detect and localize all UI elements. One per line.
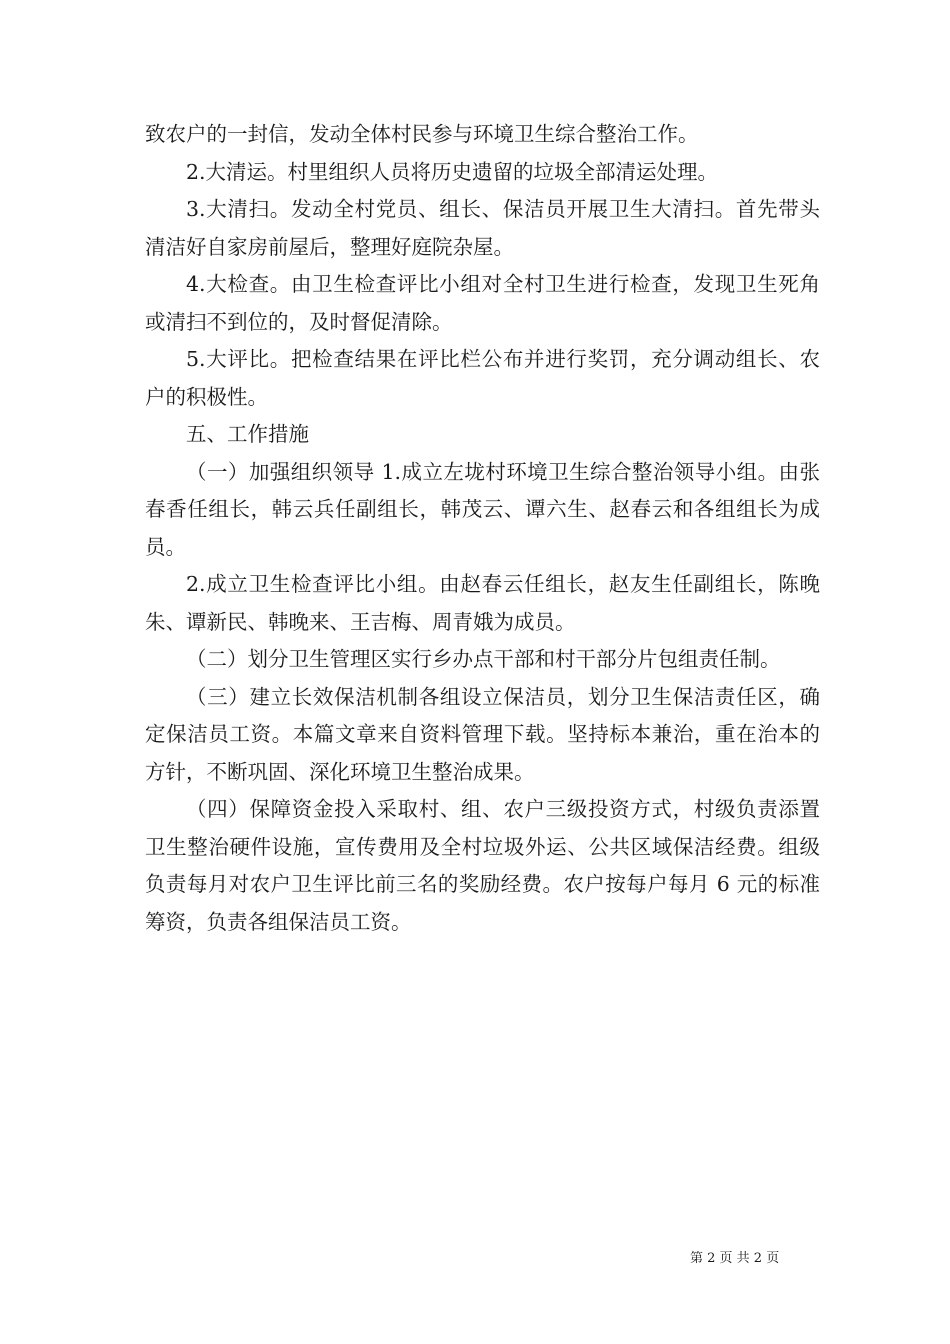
paragraph: 致农户的一封信，发动全体村民参与环境卫生综合整治工作。 [145,122,699,146]
paragraph: 4.大检查。由卫生检查评比小组对全村卫生进行检查，发现卫生死角或清扫不到位的，及时督促清除。 [145,272,820,334]
paragraph: （一）加强组织领导 1.成立左垅村环境卫生综合整治领导小组。由张春香任组长，韩云兵任副组长，韩茂云、谭六生、赵春云和各组组长为成员。 [145,459,820,559]
page-number-footer: 第 2 页 共 2 页 [690,1251,780,1266]
paragraph: （三）建立长效保洁机制各组设立保洁员，划分卫生保洁责任区，确定保洁员工资。本篇文章来自资料管理下载。坚持标本兼治，重在治本的方针，不断巩固、深化环境卫生整治成果。 [145,684,820,784]
paragraph: 3.大清扫。发动全村党员、组长、保洁员开展卫生大清扫。首先带头清洁好自家房前屋后，整理好庭院杂屋。 [145,197,820,259]
document-body [145,116,820,941]
paragraph: （四）保障资金投入采取村、组、农户三级投资方式，村级负责添置卫生整治硬件设施，宣传费用及全村垃圾外运、公共区域保洁经费。组级负责每月对农户卫生评比前三名的奖励经费。农户按每户每月 6 元的标准筹资，负责各组保洁员工资。 [145,797,820,934]
paragraph: 2.大清运。村里组织人员将历史遗留的垃圾全部清运处理。 [186,159,719,184]
paragraph: （二）划分卫生管理区实行乡办点干部和村干部分片包组责任制。 [186,647,781,671]
paragraph: 5.大评比。把检查结果在评比栏公布并进行奖罚，充分调动组长、农户的积极性。 [145,347,820,409]
paragraph: 2.成立卫生检查评比小组。由赵春云任组长，赵友生任副组长，陈晚朱、谭新民、韩晚来、王吉梅、周青娥为成员。 [145,572,820,634]
section-heading: 五、工作措施 [186,422,309,446]
